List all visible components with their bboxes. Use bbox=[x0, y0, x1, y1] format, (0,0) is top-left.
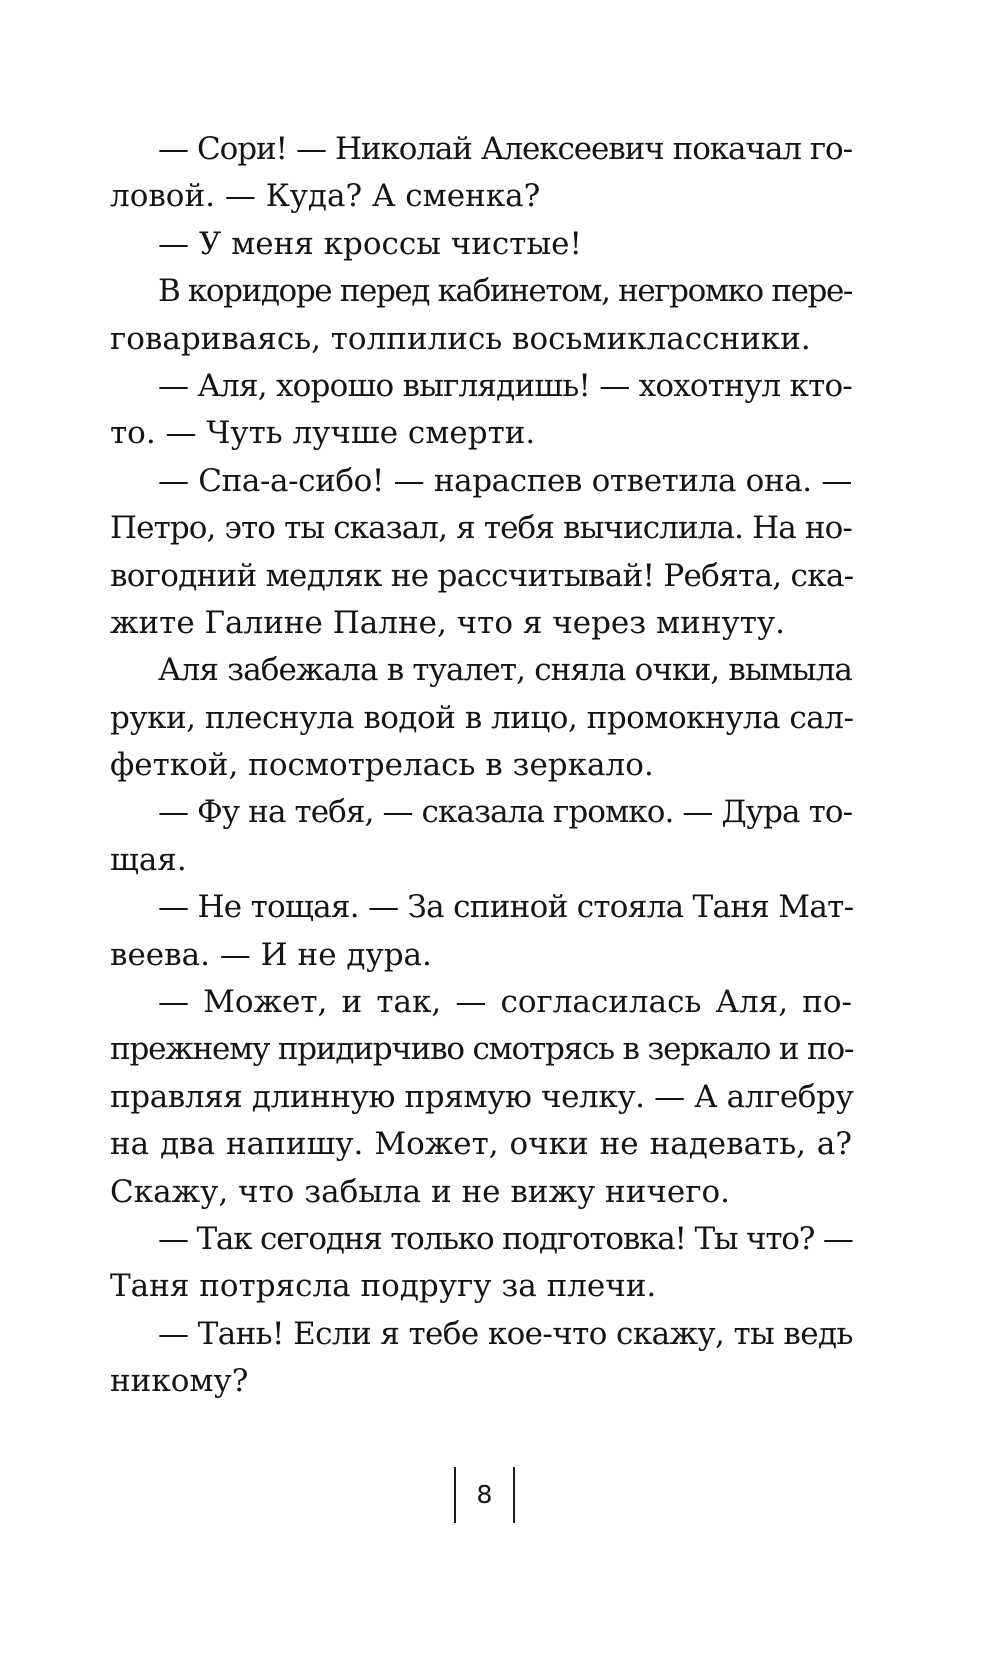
text-line: веева. — И не дура. bbox=[110, 936, 432, 973]
text-line: никому? bbox=[110, 1363, 249, 1400]
text-line: говариваясь, толпились восьмиклассники. bbox=[110, 320, 811, 357]
text-line: — Сори! — Николай Алексеевич покачал го- bbox=[158, 131, 852, 167]
text-line: жите Галине Палне, что я через минуту. bbox=[110, 604, 785, 641]
text-line: — Фу на тебя, — сказала громко. — Дура то- bbox=[158, 794, 853, 831]
text-line: — Тань! Если я тебе кое-что скажу, ты ведь bbox=[158, 1315, 853, 1352]
text-line: вогодний медляк не рассчитывай! Ребята, ска- bbox=[110, 557, 854, 594]
text-line: Петро, это ты сказал, я тебя вычислила. На но- bbox=[110, 510, 852, 547]
text-line: правляя длинную прямую челку. — А алгебру bbox=[110, 1078, 854, 1115]
text-line: — Спа-а-сибо! — нараспев ответила она. — bbox=[158, 462, 852, 499]
text-line: — Не тощая. — За спиной стояла Таня Мат- bbox=[158, 889, 854, 926]
text-line: руки, плеснула водой в лицо, промокнула сал- bbox=[110, 699, 854, 736]
text-line: Скажу, что забыла и не вижу ничего. bbox=[110, 1173, 730, 1210]
page-number: 8 bbox=[476, 1480, 493, 1509]
text-line: — У меня кроссы чистые! bbox=[158, 225, 582, 262]
text-line: феткой, посмотрелась в зеркало. bbox=[110, 747, 654, 784]
page-footer bbox=[0, 1467, 1000, 1523]
text-line: щая. bbox=[110, 841, 187, 878]
text-line: ловой. — Куда? А сменка? bbox=[110, 178, 541, 215]
text-line: то. — Чуть лучше смерти. bbox=[110, 415, 536, 452]
text-line: В коридоре перед кабинетом, негромко пере- bbox=[158, 273, 852, 310]
text-line: — Аля, хорошо выглядишь! — хохотнул кто- bbox=[158, 367, 852, 404]
text-line: Таня потрясла подругу за плечи. bbox=[110, 1268, 657, 1305]
text-line: на два напишу. Может, очки не надевать, а? bbox=[110, 1126, 852, 1163]
text-line: прежнему придирчиво смотрясь в зеркало и по- bbox=[110, 1031, 854, 1068]
text-line: Аля забежала в туалет, сняла очки, вымыла bbox=[158, 652, 852, 689]
text-line: — Может, и так, — согласилась Аля, по- bbox=[158, 984, 852, 1021]
footer-right-rule bbox=[513, 1467, 515, 1523]
body-text bbox=[110, 126, 852, 1406]
text-line: — Так сегодня только подготовка! Ты что? — bbox=[158, 1220, 853, 1257]
